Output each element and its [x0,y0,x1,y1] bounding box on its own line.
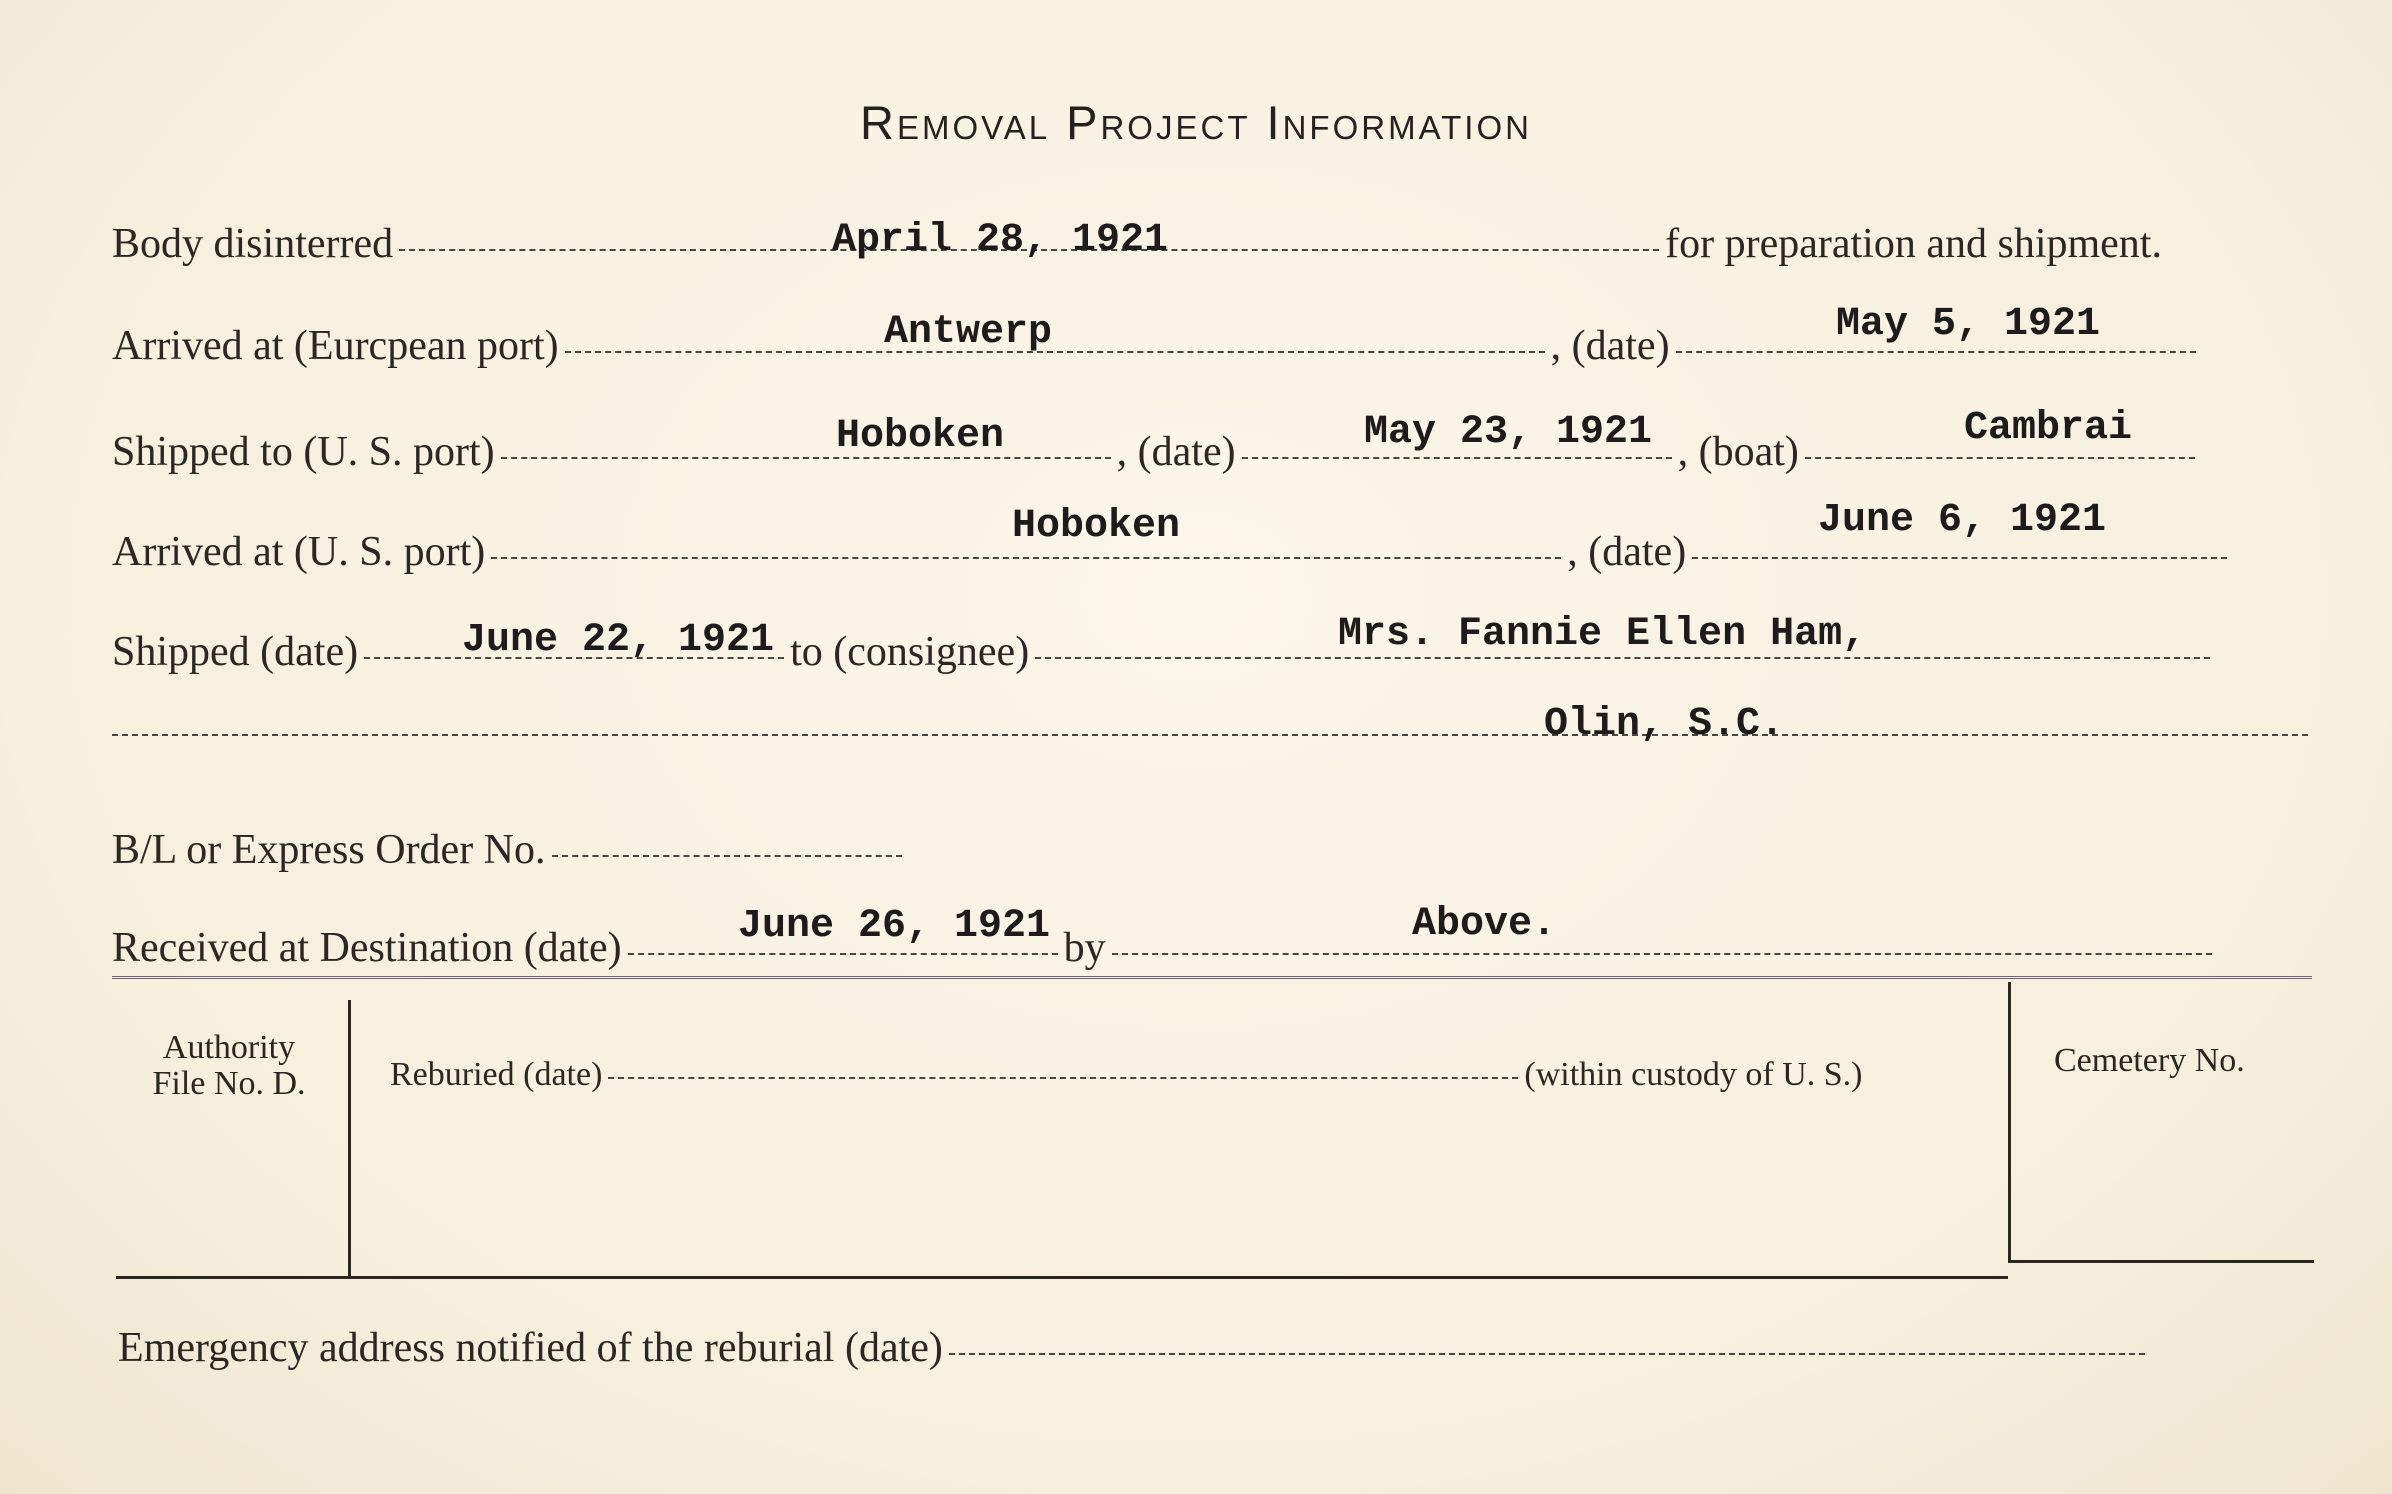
value-received-date: June 26, 1921 [738,904,1051,949]
label-within-custody: (within custody of U. S.) [1524,1056,1863,1093]
label-arrived-us: Arrived at (U. S. port) [112,529,486,575]
row-emergency [112,1324,2145,1372]
blank-consignee [1035,657,2210,659]
label-date-european: , (date) [1550,323,1670,369]
value-received-by: Above. [1412,902,1557,947]
double-separator [112,976,2312,979]
label-for-preparation: for preparation and shipment. [1665,221,2162,267]
blank-consignee-address [112,734,2308,736]
label-shipped-date: Shipped (date) [112,629,359,675]
label-emergency: Emergency address notified of the reburial (date) [118,1325,943,1371]
row-shipped-to-us [106,428,2195,476]
value-disinterred-date: April 28, 1921 [832,218,1169,263]
value-us-port-arrived: Hoboken [1012,504,1181,549]
box-bottom-left [116,1276,2008,1279]
row-bl-order [106,826,902,874]
label-to-consignee: to (consignee) [790,629,1030,675]
blank-shipped-date [1242,457,1672,459]
value-us-port-shipped: Hoboken [836,414,1005,459]
blank-received-by [1112,953,2212,955]
value-consignee: Mrs. Fannie Ellen Ham, [1338,612,1867,657]
authority-label-line1: Authority [162,1029,296,1066]
value-us-arrival-date: June 6, 1921 [1818,498,2107,543]
label-received-destination: Received at Destination (date) [112,925,622,971]
blank-european-port [565,351,1545,353]
value-european-arrival-date: May 5, 1921 [1836,302,2101,347]
blank-boat [1805,457,2195,459]
blank-received-date [628,953,1058,955]
row-shipped-consignee [106,628,2210,676]
authority-file-label [120,1030,338,1102]
label-reburied: Reburied (date) [390,1056,603,1093]
divider-right [2008,982,2011,1262]
label-body-disinterred: Body disinterred [112,221,394,267]
cemetery-no-label: Cemetery No. [2054,1042,2245,1079]
blank-arrived-us-date [1692,557,2227,559]
blank-us-port [501,457,1111,459]
value-shipped-date: June 22, 1921 [462,618,775,663]
row-reburied [384,1056,1869,1094]
label-by: by [1063,925,1106,971]
authority-label-line2: File No. D. [152,1065,306,1102]
label-bl-order: B/L or Express Order No. [112,827,546,873]
blank-european-date [1676,351,2196,353]
label-shipped-to: Shipped to (U. S. port) [112,429,495,475]
blank-reburied-date [608,1077,1518,1079]
card-title: Removal Project Information [860,96,1532,149]
label-boat: , (boat) [1677,429,1799,475]
label-date-shipped: , (date) [1116,429,1236,475]
blank-arrived-us-port [491,557,1561,559]
value-consignee-address: Olin, S.C. [1544,702,1785,747]
row-received-destination [106,924,2212,972]
blank-emergency-date [949,1353,2145,1355]
value-boat: Cambrai [1964,406,2133,451]
label-date-arrived-us: , (date) [1567,529,1687,575]
label-arrived-european: Arrived at (Eurcpean port) [112,323,559,369]
value-shipped-date-us: May 23, 1921 [1364,410,1653,455]
box-bottom-right [2008,1260,2314,1263]
row-consignee-address [112,740,2308,742]
value-european-port: Antwerp [884,310,1053,355]
divider-left [348,1000,351,1276]
blank-bl-order [552,855,902,857]
